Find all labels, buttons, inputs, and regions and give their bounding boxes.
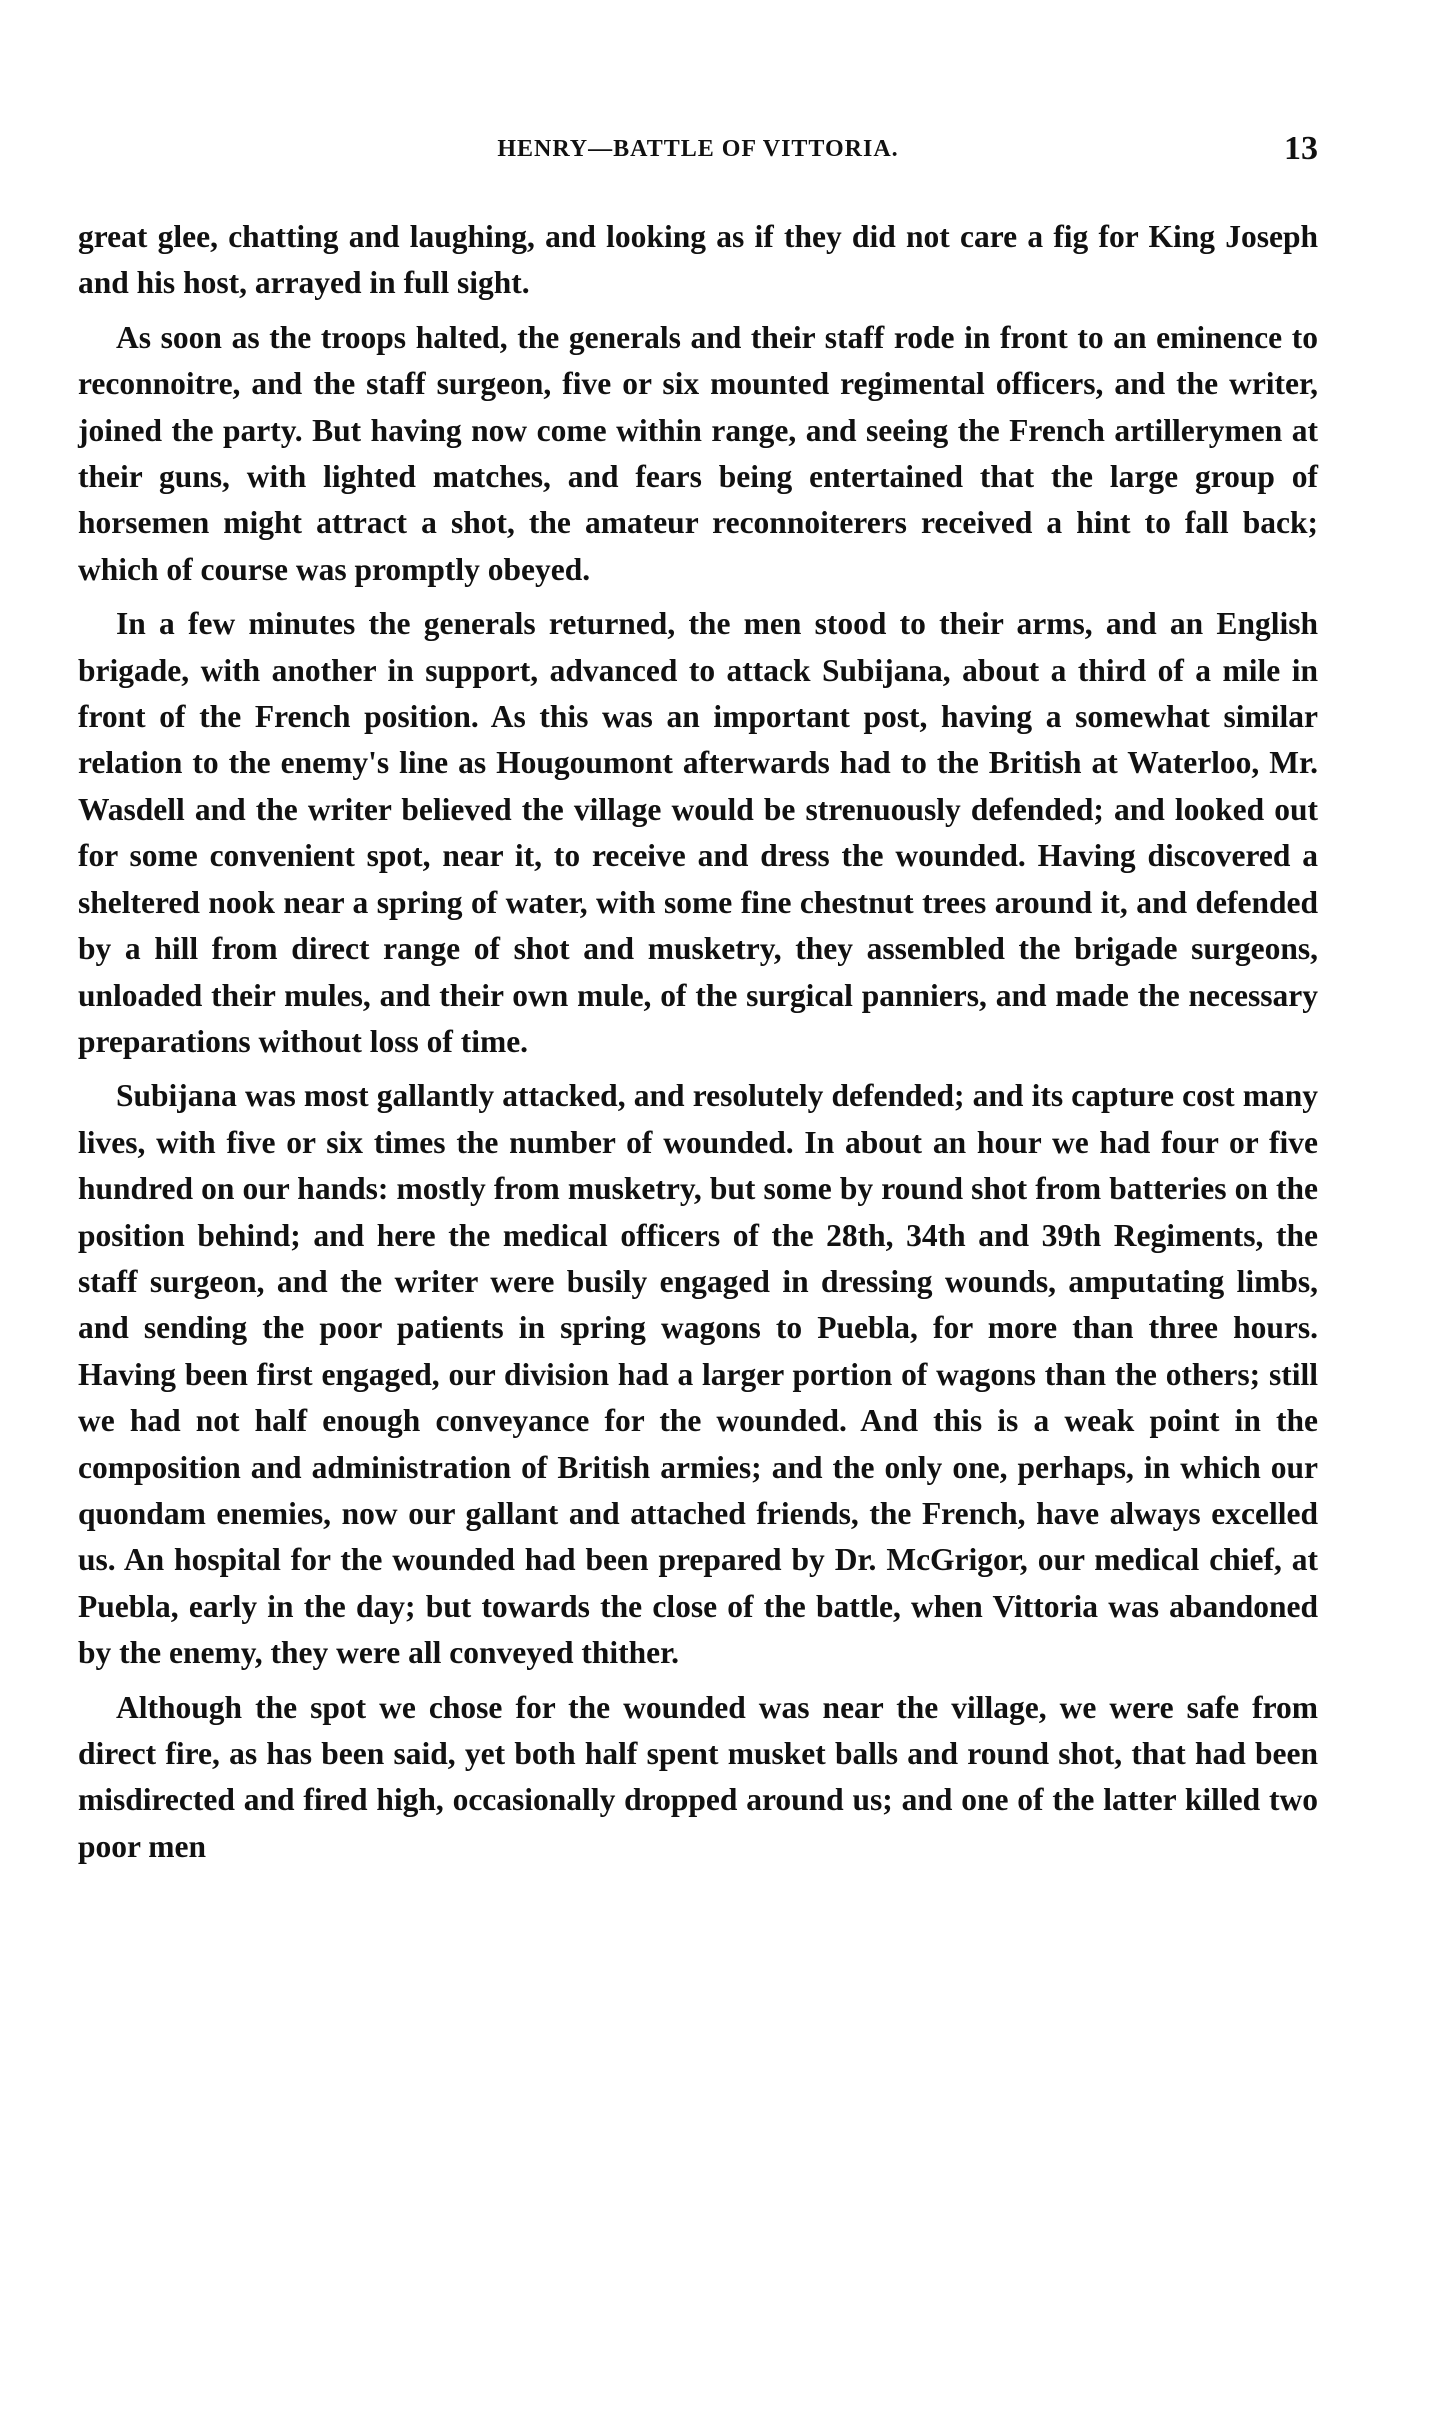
paragraph-3: In a few minutes the generals returned, the men stood to their arms, and an English brigade, with another in support, advanced to attack Subijana, about a third of a mile in front of the French position. As this was an important post, having a somewhat similar relation to the enemy's line as Hougoumont afterwards had to the British at Waterloo, Mr. Wasdell and the writer believed the village would be strenuously defended; and looked out for some convenient spot, near it, to receive and dress the wounded. Having discovered a sheltered nook near a spring of water, with some fine chestnut trees around it, and defended by a hill from direct range of shot and musketry, they assembled the brigade surgeons, unloaded their mules, and their own mule, of the surgical panniers, and made the necessary preparations without loss of time. <box>78 606 1318 1059</box>
page-header <box>78 130 1318 186</box>
running-head: HENRY—BATTLE OF VITTORIA. <box>497 136 899 162</box>
page-number: 13 <box>1284 130 1318 167</box>
paragraph-2: As soon as the troops halted, the generals and their staff rode in front to an eminence to reconnoitre, and the staff surgeon, five or six mounted regimental officers, and the writer, joined the party. But having now come within range, and seeing the French artillerymen at their guns, with lighted matches, and fears being entertained that the large group of horsemen might attract a shot, the amateur reconnoiterers received a hint to fall back; which of course was promptly obeyed. <box>78 319 1318 587</box>
paragraph-5: Although the spot we chose for the wounded was near the village, we were safe from direct fire, as has been said, yet both half spent musket balls and round shot, that had been misdirected and fired high, occasionally dropped around us; and one of the latter killed two poor men <box>78 1689 1318 1864</box>
paragraph-1: great glee, chatting and laughing, and looking as if they did not care a fig for King Joseph and his host, arrayed in full sight. <box>78 219 1318 301</box>
paragraph-4: Subijana was most gallantly attacked, and resolutely defended; and its capture cost many lives, with five or six times the number of wounded. In about an hour we had four or five hundred on our hands: mostly from musketry, but some by round shot from batteries on the position behind; and here the medical officers of the 28th, 34th and 39th Regiments, the staff surgeon, and the writer were busily engaged in dressing wounds, amputating limbs, and sending the poor patients in spring wagons to Puebla, for more than three hours. Having been first engaged, our division had a larger portion of wagons than the others; still we had not half enough conveyance for the wounded. And this is a weak point in the composition and administration of British armies; and the only one, perhaps, in which our quondam enemies, now our gallant and attached friends, the French, have always excelled us. An hospital for the wounded had been prepared by Dr. McGrigor, our medical chief, at Puebla, early in the day; but towards the close of the battle, when Vittoria was abandoned by the enemy, they were all conveyed thither. <box>78 1078 1318 1671</box>
body-text <box>78 214 1318 1870</box>
